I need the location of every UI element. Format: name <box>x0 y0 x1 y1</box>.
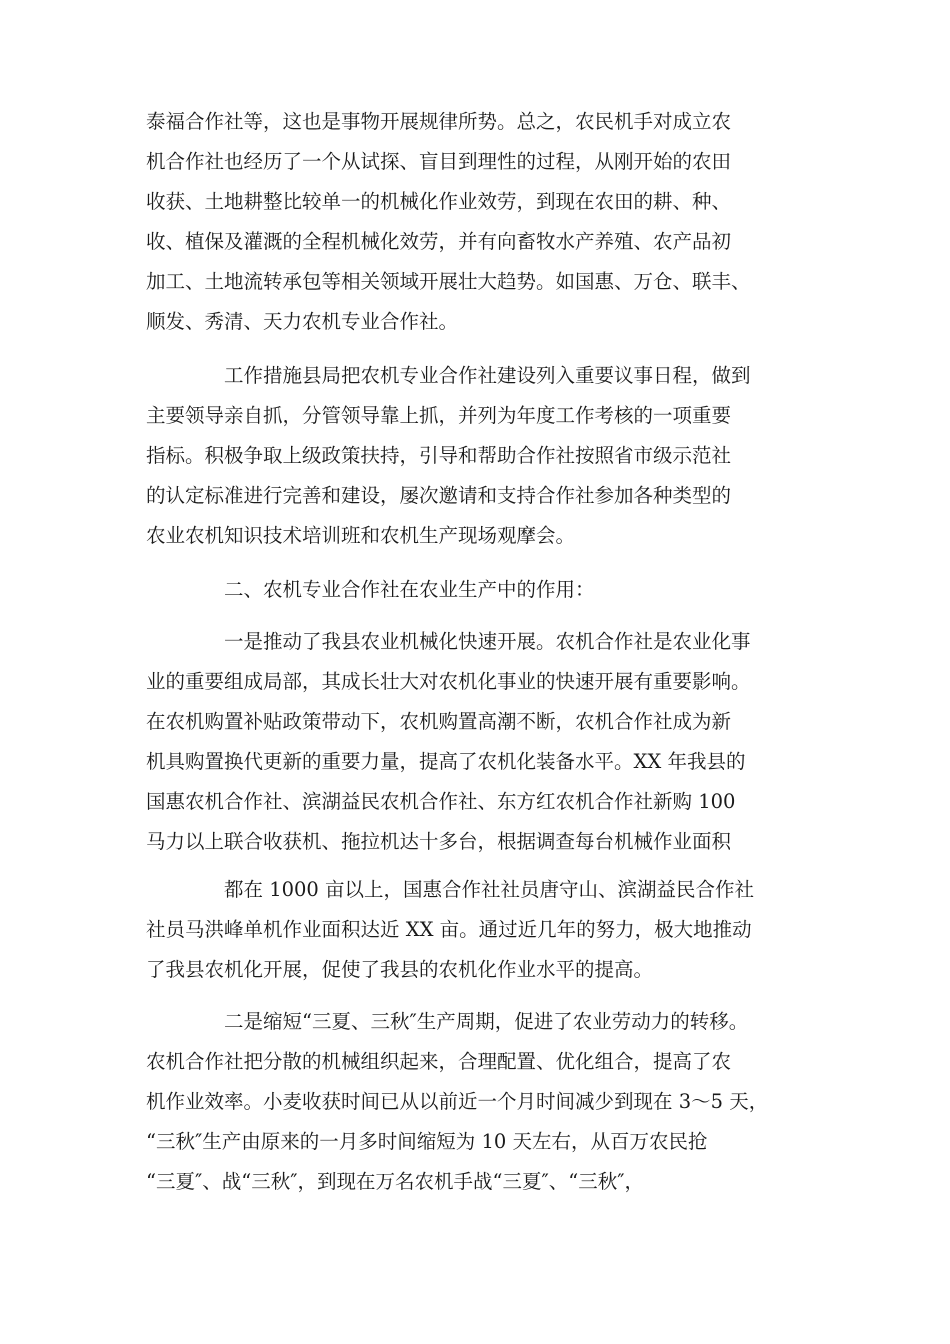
section-heading: 二、农机专业合作社在农业生产中的作用： <box>224 578 595 601</box>
text-line: 农业农机知识技术培训班和农机生产现场观摩会。 <box>146 524 576 547</box>
text-line: 马力以上联合收获机、拖拉机达十多台，根据调查每台机械作业面积 <box>146 830 732 853</box>
text-line: 泰福合作社等，这也是事物开展规律所势。总之，农民机手对成立农 <box>146 110 732 133</box>
text-line: 社员马洪峰单机作业面积达近 XX 亩。通过近几年的努力，极大地推动 <box>146 918 752 941</box>
text-line: 机具购置换代更新的重要力量，提高了农机化装备水平。XX 年我县的 <box>146 750 746 773</box>
text-line: “三夏″、战“三秋″，到现在万名农机手战“三夏″、“三秋″， <box>146 1170 645 1193</box>
text-line: “三秋″生产由原来的一月多时间缩短为 10 天左右，从百万农民抢 <box>146 1130 708 1153</box>
paragraph-operation-area <box>146 870 836 990</box>
text-line: 机合作社也经历了一个从试探、盲目到理性的过程，从刚开始的农田 <box>146 150 732 173</box>
text-line: 顺发、秀清、天力农机专业合作社。 <box>146 310 459 333</box>
paragraph-mechanization-progress <box>146 622 836 862</box>
text-line: 主要领导亲自抓，分管领导靠上抓，并列为年度工作考核的一项重要 <box>146 404 732 427</box>
text-line: 都在 1000 亩以上，国惠合作社社员唐守山、滨湖益民合作社 <box>224 878 755 901</box>
text-line: 了我县农机化开展，促使了我县的农机化作业水平的提高。 <box>146 958 654 981</box>
paragraph-cooperative-development <box>146 102 836 342</box>
text-line: 二是缩短“三夏、三秋″生产周期，促进了农业劳动力的转移。 <box>224 1010 749 1033</box>
text-line: 工作措施县局把农机专业合作社建设列入重要议事日程，做到 <box>224 364 751 387</box>
text-line: 机作业效率。小麦收获时间已从以前近一个月时间减少到现在 3～5 天， <box>146 1090 769 1113</box>
text-line: 业的重要组成局部，其成长壮大对农机化事业的快速开展有重要影响。 <box>146 670 751 693</box>
text-line: 指标。积极争取上级政策扶持，引导和帮助合作社按照省市级示范社 <box>146 444 732 467</box>
text-line: 一是推动了我县农业机械化快速开展。农机合作社是农业化事 <box>224 630 751 653</box>
text-line: 的认定标准进行完善和建设，屡次邀请和支持合作社参加各种类型的 <box>146 484 732 507</box>
text-line: 国惠农机合作社、滨湖益民农机合作社、东方红农机合作社新购 100 <box>146 790 736 813</box>
paragraph-production-cycle <box>146 1002 836 1202</box>
text-line: 收获、土地耕整比较单一的机械化作业效劳，到现在农田的耕、种、 <box>146 190 732 213</box>
text-line: 加工、土地流转承包等相关领域开展壮大趋势。如国惠、万仓、联丰、 <box>146 270 751 293</box>
text-line: 农机合作社把分散的机械组织起来，合理配置、优化组合，提高了农 <box>146 1050 732 1073</box>
paragraph-work-measures <box>146 356 836 556</box>
text-line: 收、植保及灌溉的全程机械化效劳，并有向畜牧水产养殖、农产品初 <box>146 230 732 253</box>
text-line: 在农机购置补贴政策带动下，农机购置高潮不断，农机合作社成为新 <box>146 710 732 733</box>
section-heading-role <box>146 570 836 610</box>
